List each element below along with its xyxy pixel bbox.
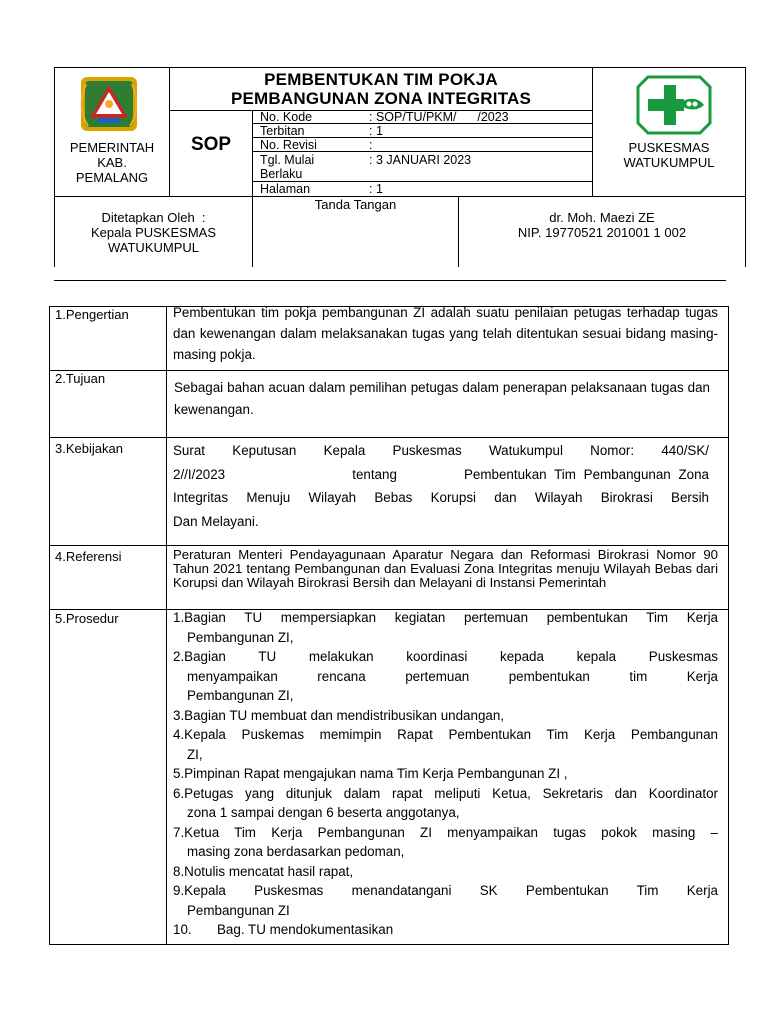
prosedur-item	[173, 862, 718, 882]
prosedur-item-line: Pembangunan ZI	[187, 902, 290, 918]
referensi-label: 4.Referensi	[55, 549, 122, 564]
prosedur-item-line: 1.Bagian TU mempersiapkan kegiatan pertemuan pembentukan Tim Kerja	[173, 610, 718, 625]
kebijakan-text	[173, 439, 709, 533]
kebijakan-line-4: Dan Melayani.	[173, 513, 259, 529]
right-org-name	[593, 140, 745, 170]
right-org-line-2: WATUKUMPUL	[623, 155, 715, 170]
prosedur-item-line: ZI,	[187, 746, 203, 762]
kebijakan-line-2-tentang: tentang	[352, 466, 397, 482]
prosedur-item	[173, 608, 718, 647]
signer-name: dr. Moh. Maezi ZE	[549, 210, 655, 225]
puskesmas-logo	[636, 75, 712, 135]
meta-tgl-mulai-label: Tgl. Mulai	[260, 153, 315, 167]
ditetapkan-line-2: Kepala PUSKESMAS	[90, 225, 216, 240]
prosedur-item-line: 7.Ketua Tim Kerja Pembangunan ZI menyampaikan tugas pokok masing –	[173, 824, 718, 840]
prosedur-item	[173, 920, 718, 940]
tujuan-label: 2.Tujuan	[55, 371, 106, 386]
title-line-2: PEMBANGUNAN ZONA INTEGRITAS	[230, 89, 532, 108]
kebijakan-line-3: Integritas Menuju Wilayah Bebas Korupsi dan Wilayah Birokrasi Bersih	[173, 490, 709, 505]
prosedur-item	[173, 764, 718, 784]
left-org-line-1: PEMERINTAH	[69, 140, 155, 155]
tujuan-text: Sebagai bahan acuan dalam pemilihan petugas dalam penerapan pelaksanaan tugas dan kewenangan.	[174, 380, 710, 417]
signer-block	[459, 210, 745, 240]
prosedur-item	[173, 725, 718, 764]
prosedur-item	[173, 823, 718, 862]
ditetapkan-line-3: WATUKUMPUL	[108, 240, 199, 255]
prosedur-item-line: 4.Kepala Puskemas memimpin Rapat Pembentukan Tim Kerja Pembangunan	[173, 727, 718, 742]
meta-terbitan-value: : 1	[369, 124, 383, 138]
pengertian-text: Pembentukan tim pokja pembangunan ZI adalah suatu penilaian petugas terhadap tugas dan kewenangan dalam melaksanakan tugas yang telah ditentukan sesuai bidang masing-masing pokja.	[173, 305, 718, 362]
prosedur-item-line: Bag. TU mendokumentasikan	[217, 922, 394, 937]
prosedur-item-number: 10.	[173, 922, 192, 937]
meta-halaman-value: : 1	[369, 182, 383, 196]
prosedur-item-line: zona 1 sampai dengan 6 beserta anggotanya,	[187, 805, 460, 820]
kebijakan-line-2	[173, 463, 709, 487]
prosedur-item	[173, 647, 718, 706]
meta-no-revisi-label: No. Revisi	[260, 138, 317, 152]
ditetapkan-oleh	[55, 210, 252, 255]
prosedur-item-line: menyampaikan rencana pertemuan pembentukan tim Kerja	[187, 668, 718, 684]
kebijakan-label: 3.Kebijakan	[55, 441, 123, 456]
tanda-tangan-label: Tanda Tangan	[314, 197, 397, 212]
meta-tgl-mulai-value: : 3 JANUARI 2023	[369, 153, 472, 167]
pemalang-logo	[76, 74, 142, 134]
prosedur-item-line: Pembangunan ZI,	[187, 629, 294, 645]
meta-tgl-mulai-label-2: Berlaku	[260, 167, 303, 181]
ditetapkan-line-1: Ditetapkan Oleh :	[101, 210, 206, 225]
pengertian-label: 1.Pengertian	[55, 307, 129, 322]
prosedur-item-line: 3.Bagian TU membuat dan mendistribusikan undangan,	[173, 707, 505, 723]
page-title	[170, 70, 592, 108]
title-line-1: PEMBENTUKAN TIM POKJA	[264, 70, 498, 89]
kebijakan-line-1: Surat Keputusan Kepala Puskesmas Watukumpul Nomor: 440/SK/	[173, 443, 709, 458]
prosedur-item	[173, 706, 718, 726]
prosedur-item-line: masing zona berdasarkan pedoman,	[187, 844, 405, 859]
prosedur-item-line: 8.Notulis mencatat hasil rapat,	[173, 863, 354, 879]
right-org-line-1: PUSKESMAS	[628, 140, 710, 155]
prosedur-label: 5.Prosedur	[55, 611, 119, 626]
left-org-line-3: PEMALANG	[75, 170, 149, 185]
meta-terbitan-label: Terbitan	[260, 124, 305, 138]
meta-no-revisi-value: :	[369, 138, 373, 152]
prosedur-list	[173, 608, 718, 940]
meta-no-kode-value: : SOP/TU/PKM/ /2023	[369, 110, 509, 124]
signer-nip: NIP. 19770521 201001 1 002	[517, 225, 687, 240]
kebijakan-line-2-number: 2//I/2023	[173, 466, 226, 482]
left-org-name	[55, 140, 169, 185]
prosedur-item-line: 9.Kepala Puskesmas menandatangani SK Pembentukan Tim Kerja	[173, 883, 718, 898]
sop-label: SOP	[190, 134, 232, 155]
left-org-line-2: KAB.	[97, 155, 127, 170]
prosedur-item-line: 6.Petugas yang ditunjuk dalam rapat meliputi Ketua, Sekretaris dan Koordinator	[173, 785, 718, 801]
prosedur-item	[173, 784, 718, 823]
prosedur-item-line: 2.Bagian TU melakukan koordinasi kepada kepala Puskesmas	[173, 649, 718, 664]
meta-no-kode-label: No. Kode	[260, 110, 313, 124]
prosedur-item	[173, 881, 718, 920]
meta-halaman-label: Halaman	[260, 182, 311, 196]
prosedur-item-line: Pembangunan ZI,	[187, 688, 294, 703]
referensi-text: Peraturan Menteri Pendayagunaan Aparatur Negara dan Reformasi Birokrasi Nomor 90 Tahun 2021 tentang Pembangunan dan Evaluasi Zona Integritas menuju Wilayah Bebas dari Korupsi dan Wilayah Birokrasi Bersih dan Melayani di Instansi Pemerintah	[173, 547, 718, 590]
prosedur-item-line: 5.Pimpinan Rapat mengajukan nama Tim Kerja Pembangunan ZI ,	[173, 766, 568, 781]
separator-line	[54, 280, 726, 281]
kebijakan-line-2-rest: Pembentukan Tim Pembangunan Zona	[464, 466, 709, 482]
